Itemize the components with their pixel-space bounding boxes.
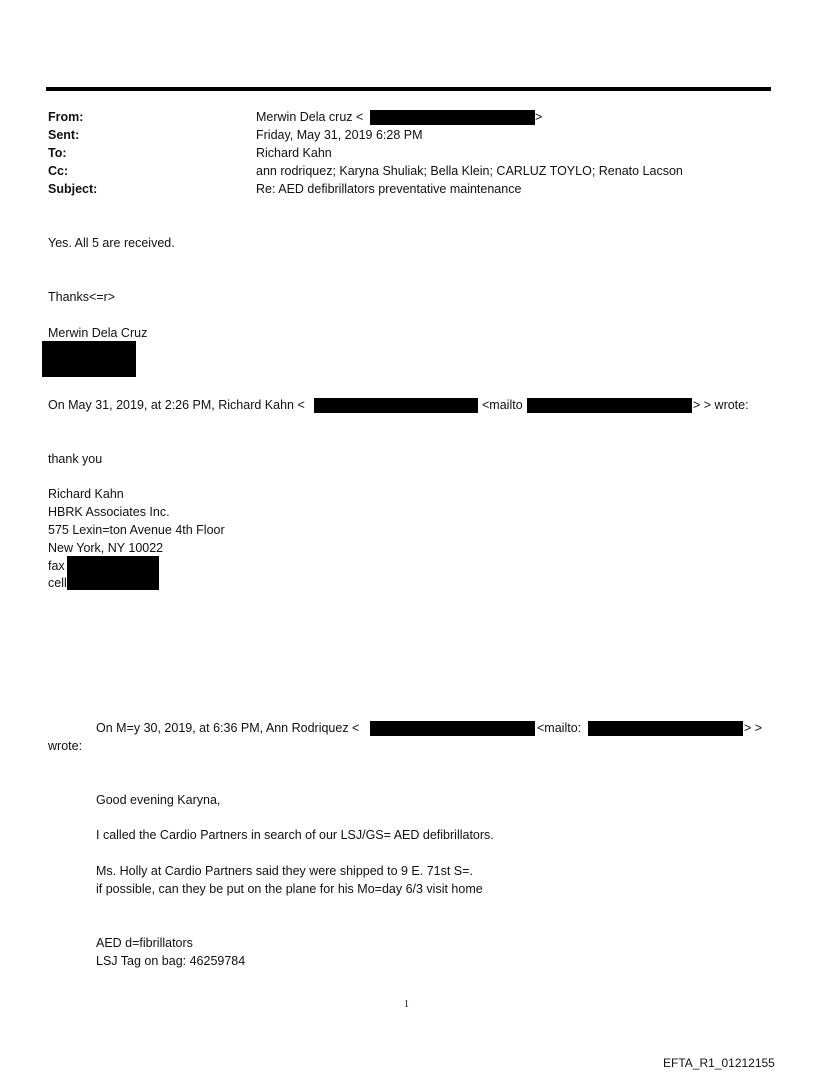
redaction-box (370, 721, 535, 736)
sig-city: New York, NY 10022 (48, 541, 164, 555)
sig-cell-label: cell (48, 576, 67, 590)
thank-you-line: thank you (48, 452, 103, 466)
sent-value: Friday, May 31, 2019 6:28 PM (256, 128, 423, 142)
body-thanks: Thanks<=r> (48, 290, 116, 304)
subject-label: Subject: (48, 182, 98, 196)
to-value: Richard Kahn (256, 146, 332, 160)
sent-label: Sent: (48, 128, 80, 142)
quote1-end: > > wrote: (693, 398, 749, 412)
body-signer: Merwin Dela Cruz (48, 326, 148, 340)
redaction-box (314, 398, 478, 413)
cc-label: Cc: (48, 164, 69, 178)
page-number: 1 (404, 999, 409, 1010)
quote1-mailto: <mailto (482, 398, 523, 412)
sig-fax-label: fax (48, 559, 65, 573)
from-value: Merwin Dela cruz < (256, 110, 364, 124)
paragraph-2b: if possible, can they be put on the plane for his Mo=day 6/3 visit home (96, 882, 483, 896)
sig-company: HBRK Associates Inc. (48, 505, 170, 519)
from-suffix: > (535, 110, 543, 124)
body-line-received: Yes. All 5 are received. (48, 236, 175, 250)
quote1-intro: On May 31, 2019, at 2:26 PM, Richard Kahn < (48, 398, 305, 412)
tag-label: LSJ Tag on bag: 46259784 (96, 954, 246, 968)
document-id: EFTA_R1_01212155 (663, 1056, 775, 1070)
paragraph-2a: Ms. Holly at Cardio Partners said they were shipped to 9 E. 71st S=. (96, 864, 473, 878)
quote2-intro: On M=y 30, 2019, at 6:36 PM, Ann Rodriquez < (96, 721, 360, 735)
paragraph-1: I called the Cardio Partners in search of our LSJ/GS= AED defibrillators. (96, 828, 494, 842)
quote2-wrote: wrote: (48, 739, 83, 753)
from-label: From: (48, 110, 84, 124)
redaction-box (527, 398, 692, 413)
cc-value: ann rodriquez; Karyna Shuliak; Bella Klein; CARLUZ TOYLO; Renato Lacson (256, 164, 683, 178)
sig-address: 575 Lexin=ton Avenue 4th Floor (48, 523, 225, 537)
redaction-box (42, 341, 136, 377)
redaction-box (67, 556, 159, 590)
redaction-box (370, 110, 535, 125)
quote2-end: > > (744, 721, 763, 735)
sig-name: Richard Kahn (48, 487, 124, 501)
to-label: To: (48, 146, 67, 160)
greeting: Good evening Karyna, (96, 793, 221, 807)
aed-label: AED d=fibrillators (96, 936, 193, 950)
redaction-box (588, 721, 743, 736)
quote2-mailto: <mailto: (537, 721, 582, 735)
subject-value: Re: AED defibrillators preventative maintenance (256, 182, 522, 196)
header-rule (46, 87, 771, 91)
